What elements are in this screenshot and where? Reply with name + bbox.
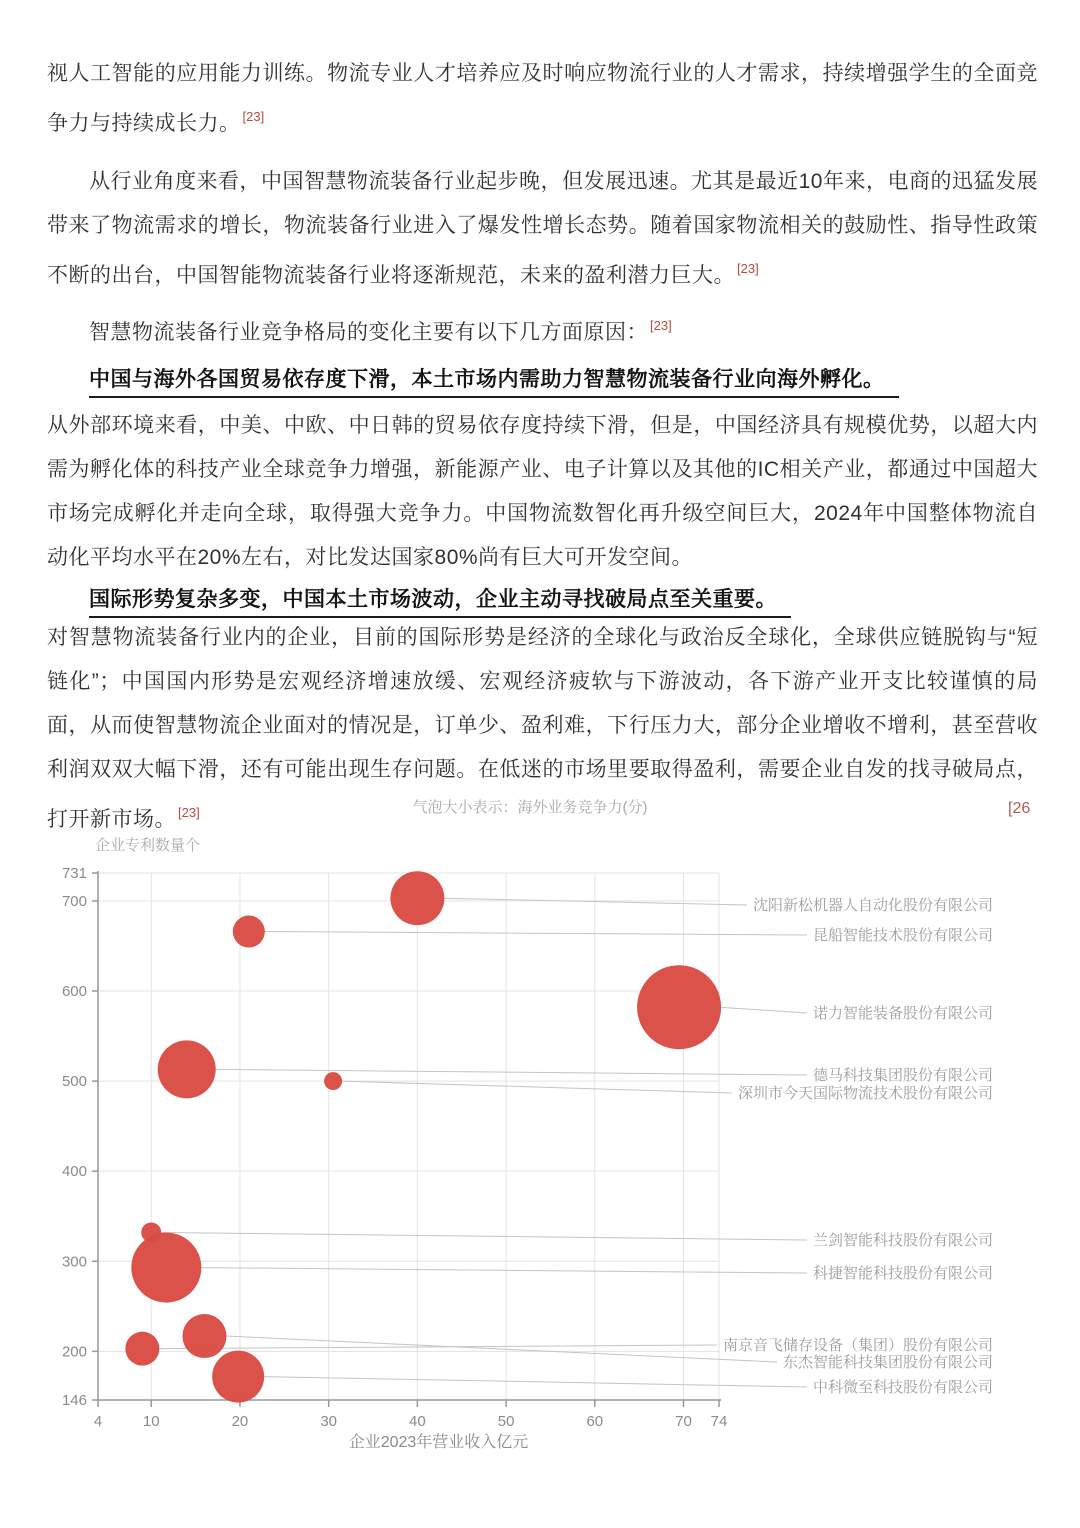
x-tick-label: 30: [320, 1413, 338, 1430]
paragraph-1-text: 视人工智能的应用能力训练。物流专业人才培养应及时响应物流行业的人才需求，持续增强学生的全面竞争力与持续成长力。: [47, 62, 1038, 135]
y-tick-label: 300: [61, 1253, 87, 1271]
label-leader-line: [225, 1336, 777, 1362]
paragraph-5-text: 对智慧物流装备行业内的企业，目前的国际形势是经济的全球化与政治反全球化，全球供应链脱钩与“短链化”；中国国内形势是宏观经济增速放缓、宏观经济疲软与下游波动，各下游产业开支比较谨慎的局面，从而使智慧物流企业面对的情况是，订单少、盈利难，下行压力大，部分企业增收不增利，甚至营收利润双双大幅下滑，还有可能出现生存问题。在低迷的市场里要取得盈利，需要企业自发的找寻破局点，打开新市场。: [47, 626, 1038, 831]
company-label: 南京音飞储存设备（集团）股份有限公司: [722, 1337, 993, 1354]
bubble: [158, 1040, 216, 1098]
x-tick-label: 50: [497, 1413, 515, 1430]
x-tick-label: 40: [409, 1413, 426, 1430]
label-leader-line: [264, 932, 807, 935]
company-label: 德马科技集团股份有限公司: [812, 1067, 993, 1084]
paragraph-2-text: 从行业角度来看，中国智慧物流装备行业起步晚，但发展迅速。尤其是最近10年来，电商的迅猛发展带来了物流需求的增长，物流装备行业进入了爆发性增长态势。随着国家物流相关的鼓励性、指导性政策不断的出台，中国智能物流装备行业将逐渐规范，未来的盈利潜力巨大。: [47, 170, 1038, 287]
bubble: [390, 871, 444, 925]
chart-citation: [26: [1008, 800, 1031, 817]
bubble: [233, 916, 265, 948]
x-tick-label: 20: [231, 1413, 249, 1430]
paragraph-3-text: 智慧物流装备行业竞争格局的变化主要有以下几方面原因：: [89, 321, 648, 344]
citation-marker: [23]: [178, 805, 200, 820]
y-tick-label: 500: [61, 1073, 87, 1091]
company-label: 兰剑智能科技股份有限公司: [812, 1232, 993, 1249]
x-axis-title: 企业2023年营业收入亿元: [348, 1434, 529, 1451]
citation-marker: [23]: [737, 261, 759, 276]
label-leader-line: [263, 1377, 807, 1387]
x-tick-label: 74: [710, 1413, 728, 1430]
label-leader-line: [341, 1081, 732, 1093]
bubble: [131, 1233, 201, 1303]
label-leader-line: [200, 1268, 807, 1273]
bubble: [125, 1332, 159, 1366]
label-leader-line: [160, 1232, 807, 1240]
company-label: 中科微至科技股份有限公司: [812, 1379, 993, 1396]
citation-marker: [23]: [242, 109, 265, 124]
bubble: [324, 1072, 342, 1090]
company-label: 诺力智能装备股份有限公司: [812, 1005, 993, 1022]
section-heading-2-text: 国际形势复杂多变，中国本土市场波动，企业主动寻找破局点至关重要。: [89, 588, 791, 618]
y-tick-label: 400: [61, 1163, 87, 1181]
paragraph-4-text: 从外部环境来看，中美、中欧、中日韩的贸易依存度持续下滑，但是，中国经济具有规模优势，以超大内需为孵化体的科技产业全球竞争力增强，新能源产业、电子计算以及其他的IC相关产业，都通过中国超大市场完成孵化并走向全球，取得强大竞争力。中国物流数智化再升级空间巨大，2024年中国整体物流自动化平均水平在20%左右，对比发达国家80%尚有巨大可开发空间。: [47, 414, 1038, 569]
y-axis-title: 企业专利数量个: [95, 837, 201, 854]
x-tick-label: 70: [675, 1413, 692, 1430]
section-heading-1-text: 中国与海外各国贸易依存度下滑，本土市场内需助力智慧物流装备行业向海外孵化。: [89, 368, 899, 398]
x-tick-label: 10: [142, 1413, 160, 1430]
company-label: 沈阳新松机器人自动化股份有限公司: [752, 897, 993, 914]
company-label: 昆船智能技术股份有限公司: [812, 927, 993, 944]
bubble: [212, 1351, 264, 1403]
company-label: 科捷智能科技股份有限公司: [812, 1265, 993, 1282]
bubble: [182, 1314, 226, 1358]
y-tick-label: 200: [61, 1343, 87, 1361]
label-leader-line: [720, 1007, 807, 1013]
citation-marker: [23]: [650, 318, 672, 333]
y-tick-label: 700: [61, 892, 87, 910]
company-label: 深圳市今天国际物流技术股份有限公司: [737, 1085, 993, 1102]
company-label: 东杰智能科技集团股份有限公司: [782, 1354, 993, 1371]
x-tick-label: 4: [93, 1413, 103, 1430]
x-tick-label: 60: [586, 1413, 604, 1430]
y-tick-label: 146: [61, 1392, 87, 1409]
y-tick-label: 731: [61, 865, 87, 882]
label-leader-line: [215, 1069, 807, 1075]
chart-title: 气泡大小表示：海外业务竞争力(分): [412, 799, 648, 816]
bubble: [637, 965, 721, 1049]
y-tick-label: 600: [61, 983, 87, 1001]
